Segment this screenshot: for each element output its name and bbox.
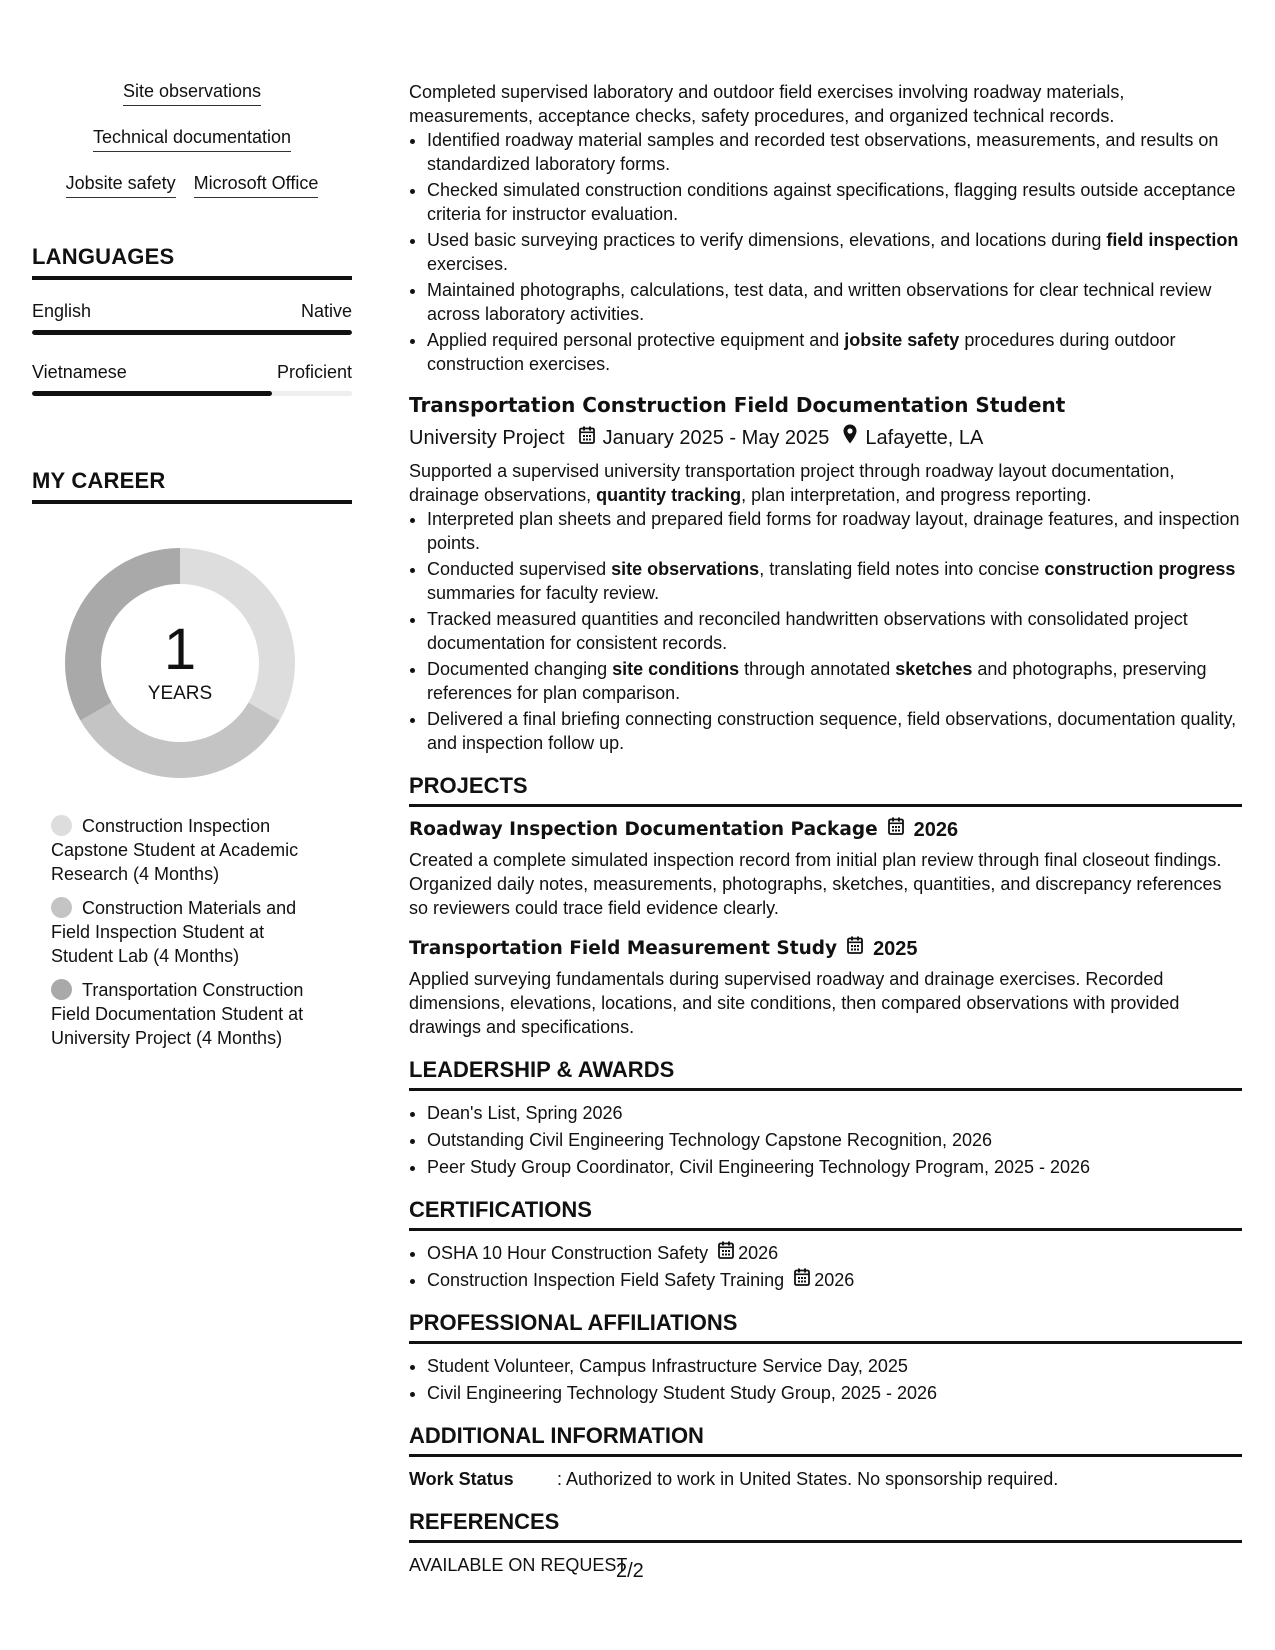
career-donut <box>65 548 295 778</box>
leadership-list <box>409 1101 1242 1179</box>
project-year: 2026 <box>913 818 959 841</box>
career-item-text: Construction Materials and Field Inspection Student at Student Lab (4 Months) <box>51 898 297 966</box>
career-item <box>51 978 326 1050</box>
calendar-icon <box>794 1268 810 1292</box>
bullet-text: and photographs, preserving references for plan comparison. <box>427 659 1207 703</box>
skill-tag: Technical documentation <box>93 126 291 152</box>
certification-name: Construction Inspection Field Safety Training <box>427 1270 785 1290</box>
project-title-row <box>409 936 1242 961</box>
sidebar <box>32 80 352 1060</box>
project-year: 2025 <box>873 937 918 960</box>
project-item <box>409 817 1242 920</box>
calendar-icon <box>579 425 595 451</box>
bullet: • Identified roadway material samples and recorded test observations, measurements, and results on standardized laboratory forms. <box>427 128 1242 176</box>
affiliation-item: • Civil Engineering Technology Student Study Group, 2025 - 2026 <box>427 1381 1242 1405</box>
experience-bullets <box>409 128 1242 376</box>
certification-name: OSHA 10 Hour Construction Safety <box>427 1243 709 1263</box>
project-item <box>409 936 1242 1039</box>
bullet <box>427 657 1242 705</box>
career-item-text: Transportation Construction Field Documentation Student at University Project (4 Months) <box>51 980 304 1048</box>
keyword: site observations <box>611 559 760 579</box>
summary-text: Supported a supervised university transportation project through roadway layout documentation, drainage observations, <box>409 461 1175 505</box>
languages-list <box>32 300 352 396</box>
language-name: English <box>32 301 92 321</box>
language-item <box>32 300 352 335</box>
keyword: site conditions <box>612 659 740 679</box>
work-status-value: : Authorized to work in United States. No sponsorship required. <box>557 1469 1059 1489</box>
career-item <box>51 814 326 886</box>
map-pin-icon <box>843 424 857 451</box>
bullet: • Interpreted plan sheets and prepared field forms for roadway layout, drainage features, and inspection points. <box>427 507 1242 555</box>
bullet-text: Conducted supervised <box>427 559 612 579</box>
project-desc: Created a complete simulated inspection record from initial plan review through final closeout findings. Organized daily notes, measurements, photographs, sketches, quantities, and discrepancy references so reviewers could trace field evidence clearly. <box>409 850 1222 918</box>
career-item <box>51 896 326 968</box>
bullet: • Maintained photographs, calculations, test data, and written observations for clear technical review across laboratory activities. <box>427 278 1242 326</box>
references-text: AVAILABLE ON REQUEST <box>409 1555 628 1575</box>
calendar-icon <box>847 936 863 961</box>
languages-heading: LANGUAGES <box>32 244 352 280</box>
job-meta <box>409 424 1242 451</box>
certification-item <box>427 1268 1242 1292</box>
bullet-text: Used basic surveying practices to verify dimensions, elevations, and locations during <box>427 230 1107 250</box>
project-title: Transportation Field Measurement Study <box>409 937 838 959</box>
career-list <box>32 814 352 1050</box>
language-bar <box>32 330 352 335</box>
career-heading: MY CAREER <box>32 468 352 504</box>
bullet-text: procedures during outdoor construction exercises. <box>427 330 1176 374</box>
additional-info-heading: ADDITIONAL INFORMATION <box>409 1423 1242 1457</box>
project-title-row <box>409 817 1242 842</box>
summary-text: , plan interpretation, and progress reporting. <box>741 485 1092 505</box>
job-org: University Project <box>409 426 565 449</box>
bullet: • Tracked measured quantities and reconciled handwritten observations with consolidated project documentation for consistent records. <box>427 607 1242 655</box>
affiliations-heading: PROFESSIONAL AFFILIATIONS <box>409 1310 1242 1344</box>
language-level: Native <box>300 301 352 321</box>
bullet-text: through annotated <box>739 659 896 679</box>
job-bullets <box>409 507 1242 755</box>
language-bar-fill <box>32 330 352 335</box>
bullet <box>427 557 1242 605</box>
bullet <box>427 328 1242 376</box>
page-number: 2/2 <box>616 1560 644 1582</box>
leadership-item: • Dean's List, Spring 2026 <box>427 1101 1242 1125</box>
bullet <box>427 228 1242 276</box>
language-item <box>32 361 352 396</box>
bullet-text: summaries for faculty review. <box>427 583 660 603</box>
legend-dot <box>51 897 72 918</box>
certification-year: 2026 <box>814 1270 855 1290</box>
keyword: construction progress <box>1044 559 1236 579</box>
calendar-icon <box>888 817 904 842</box>
skills-list <box>32 80 352 198</box>
bullet: • Checked simulated construction conditions against specifications, flagging results outside acceptance criteria for instructor evaluation. <box>427 178 1242 226</box>
project-title: Roadway Inspection Documentation Package <box>409 818 878 840</box>
career-item-text: Construction Inspection Capstone Student at Academic Research (4 Months) <box>51 816 299 884</box>
job-location: Lafayette, LA <box>865 426 984 449</box>
work-status-label: Work Status <box>409 1469 514 1489</box>
career-years-unit: YEARS <box>147 683 213 704</box>
bullet-text: , translating field notes into concise <box>759 559 1045 579</box>
language-name: Vietnamese <box>32 362 127 382</box>
legend-dot <box>51 979 72 1000</box>
leadership-item: • Peer Study Group Coordinator, Civil Engineering Technology Program, 2025 - 2026 <box>427 1155 1242 1179</box>
projects-heading: PROJECTS <box>409 773 1242 807</box>
certifications-list <box>409 1241 1242 1292</box>
certification-item <box>427 1241 1242 1265</box>
certification-year: 2026 <box>738 1243 779 1263</box>
language-bar-fill <box>32 391 272 396</box>
language-bar <box>32 391 352 396</box>
job-title: Transportation Construction Field Documentation Student <box>409 393 1066 417</box>
job-dates: January 2025 - May 2025 <box>602 426 830 449</box>
leadership-item: • Outstanding Civil Engineering Technology Capstone Recognition, 2026 <box>427 1128 1242 1152</box>
keyword: quantity tracking <box>596 485 742 505</box>
calendar-icon <box>718 1241 734 1265</box>
certifications-heading: CERTIFICATIONS <box>409 1197 1242 1231</box>
skill-tag: Jobsite safety <box>66 172 176 198</box>
bullet-text: Documented changing <box>427 659 613 679</box>
skill-tag: Microsoft Office <box>194 172 319 198</box>
project-desc: Applied surveying fundamentals during supervised roadway and drainage exercises. Recorded dimensions, elevations, locations, and site conditions, then compared observations with provided drawings and specifications. <box>409 969 1180 1037</box>
affiliation-item: • Student Volunteer, Campus Infrastructure Service Day, 2025 <box>427 1354 1242 1378</box>
bullet: • Delivered a final briefing connecting construction sequence, field observations, documentation quality, and inspection follow up. <box>427 707 1242 755</box>
job-summary <box>409 459 1242 507</box>
work-status-row <box>409 1467 1242 1491</box>
bullet-text: exercises. <box>427 254 509 274</box>
keyword: field inspection <box>1106 230 1239 250</box>
references-heading: REFERENCES <box>409 1509 1242 1543</box>
affiliations-list <box>409 1354 1242 1405</box>
language-level: Proficient <box>276 362 352 382</box>
legend-dot <box>51 815 72 836</box>
experience-intro: Completed supervised laboratory and outdoor field exercises involving roadway materials, measurements, acceptance checks, safety procedures, and organized technical records. <box>409 82 1125 126</box>
bullet-text: Applied required personal protective equipment and <box>427 330 845 350</box>
keyword: jobsite safety <box>844 330 960 350</box>
keyword: sketches <box>895 659 973 679</box>
skill-tag: Site observations <box>123 80 261 106</box>
main-content <box>409 80 1242 1576</box>
leadership-heading: LEADERSHIP & AWARDS <box>409 1057 1242 1091</box>
career-years-value: 1 <box>163 617 197 682</box>
